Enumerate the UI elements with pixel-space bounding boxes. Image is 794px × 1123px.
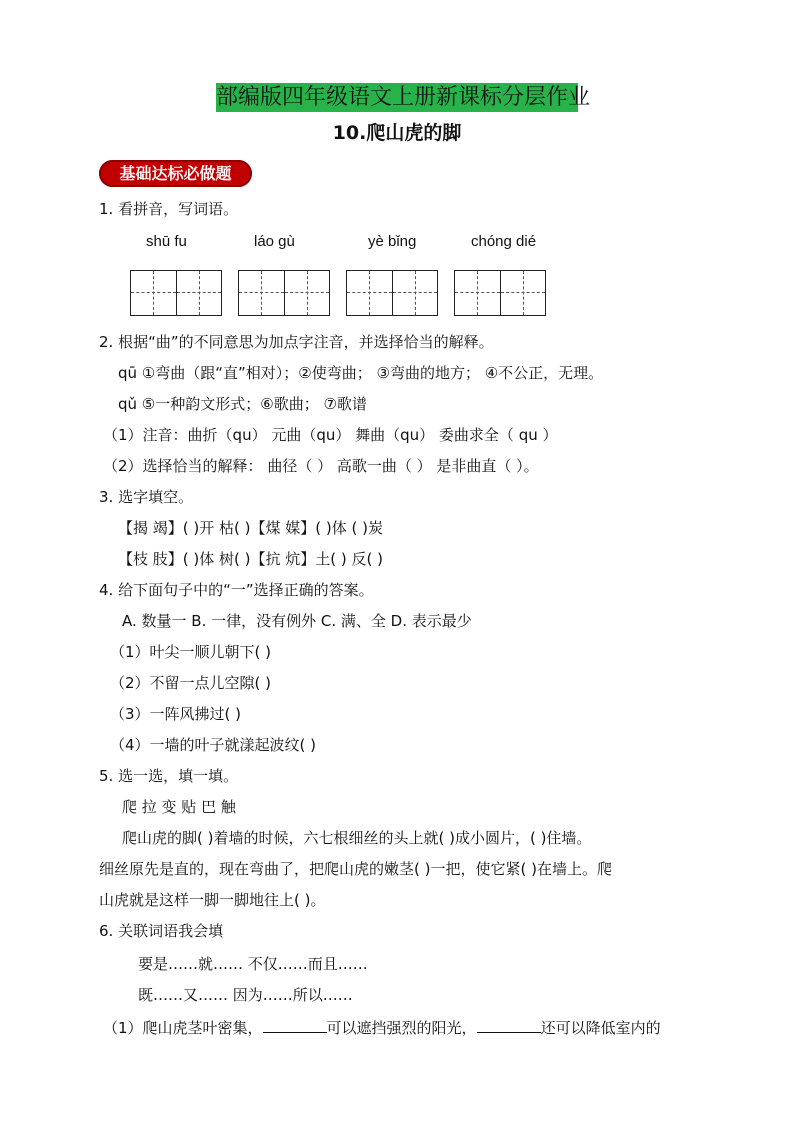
question-4-item-4: （4）一墙的叶子就漾起波纹( ) [110,736,317,754]
question-4-item-2: （2）不留一点儿空隙( ) [110,674,272,692]
qu-meanings-line-1: qū ①弯曲（跟“直”相对）；②使弯曲； ③弯曲的地方； ④不公正，无理。 [118,364,604,382]
question-5-line-3: 山虎就是这样一脚一脚地往上( )。 [99,891,326,909]
question-3-title: 3. 选字填空。 [99,488,194,506]
worksheet-banner: 部编版四年级语文上册新课标分层作业 [216,85,591,110]
question-1-title: 1. 看拼音，写词语。 [99,200,239,218]
question-4-item-1: （1）叶尖一顺儿朝下( ) [110,643,272,661]
question-4-title: 4. 给下面句子中的“一”选择正确的答案。 [99,581,374,599]
question-2-title: 2. 根据“曲”的不同意思为加点字注音，并选择恰当的解释。 [99,333,494,351]
writing-grid-2[interactable] [238,270,330,316]
question-2-part-1: （1）注音：曲折（qu） 元曲（qu） 舞曲（qu） 委曲求全（ qu ） [103,426,558,444]
qu-meanings-line-2: qǔ ⑤一种韵文形式；⑥歌曲； ⑦歌谱 [118,395,367,413]
question-6-part-1-text-b: 可以遮挡强烈的阳光， [326,1019,477,1037]
question-6-part-1-text-a: （1）爬山虎茎叶密集， [103,1019,263,1037]
question-5-word-bank: 爬 拉 变 贴 巴 触 [122,798,236,816]
writing-grid-3[interactable] [346,270,438,316]
answer-blank-1[interactable] [263,1016,327,1033]
pinyin-2: láo gù [254,233,295,250]
question-4-options: A. 数量一 B. 一律，没有例外 C. 满、全 D. 表示最少 [122,612,472,630]
answer-blank-2[interactable] [477,1016,541,1033]
question-6-title: 6. 关联词语我会填 [99,922,224,940]
question-5-title: 5. 选一选，填一填。 [99,767,239,785]
pinyin-3: yè bǐng [368,233,417,250]
question-3-line-1: 【揭 竭】( )开 枯( )【煤 媒】( )体 ( )炭 [118,519,383,537]
question-4-item-3: （3）一阵风拂过( ) [110,705,242,723]
question-2-part-2: （2）选择恰当的解释： 曲径（ ） 高歌一曲（ ） 是非曲直（ ）。 [103,457,539,475]
lesson-title: 10.爬山虎的脚 [332,122,462,144]
writing-grid-1[interactable] [130,270,222,316]
writing-grid-4[interactable] [454,270,546,316]
pinyin-4: chóng dié [471,233,537,250]
conjunction-pairs-row-1: 要是……就…… 不仅……而且…… [138,955,368,973]
question-5-line-2: 细丝原先是直的，现在弯曲了，把爬山虎的嫩茎( )一把，使它紧( )在墙上。爬 [99,860,612,878]
pinyin-1: shū fu [146,233,187,250]
question-6-part-1 [103,1016,661,1039]
conjunction-pairs-row-2: 既……又…… 因为……所以…… [138,986,353,1004]
question-6-part-1-text-c: 还可以降低室内的 [540,1019,661,1037]
question-5-line-1: 爬山虎的脚( )着墙的时候，六七根细丝的头上就( )成小圆片，( )住墙。 [122,829,592,847]
question-3-line-2: 【枝 肢】( )体 树( )【抗 炕】土( ) 反( ) [118,550,383,568]
section-badge: 基础达标必做题 [99,160,252,187]
